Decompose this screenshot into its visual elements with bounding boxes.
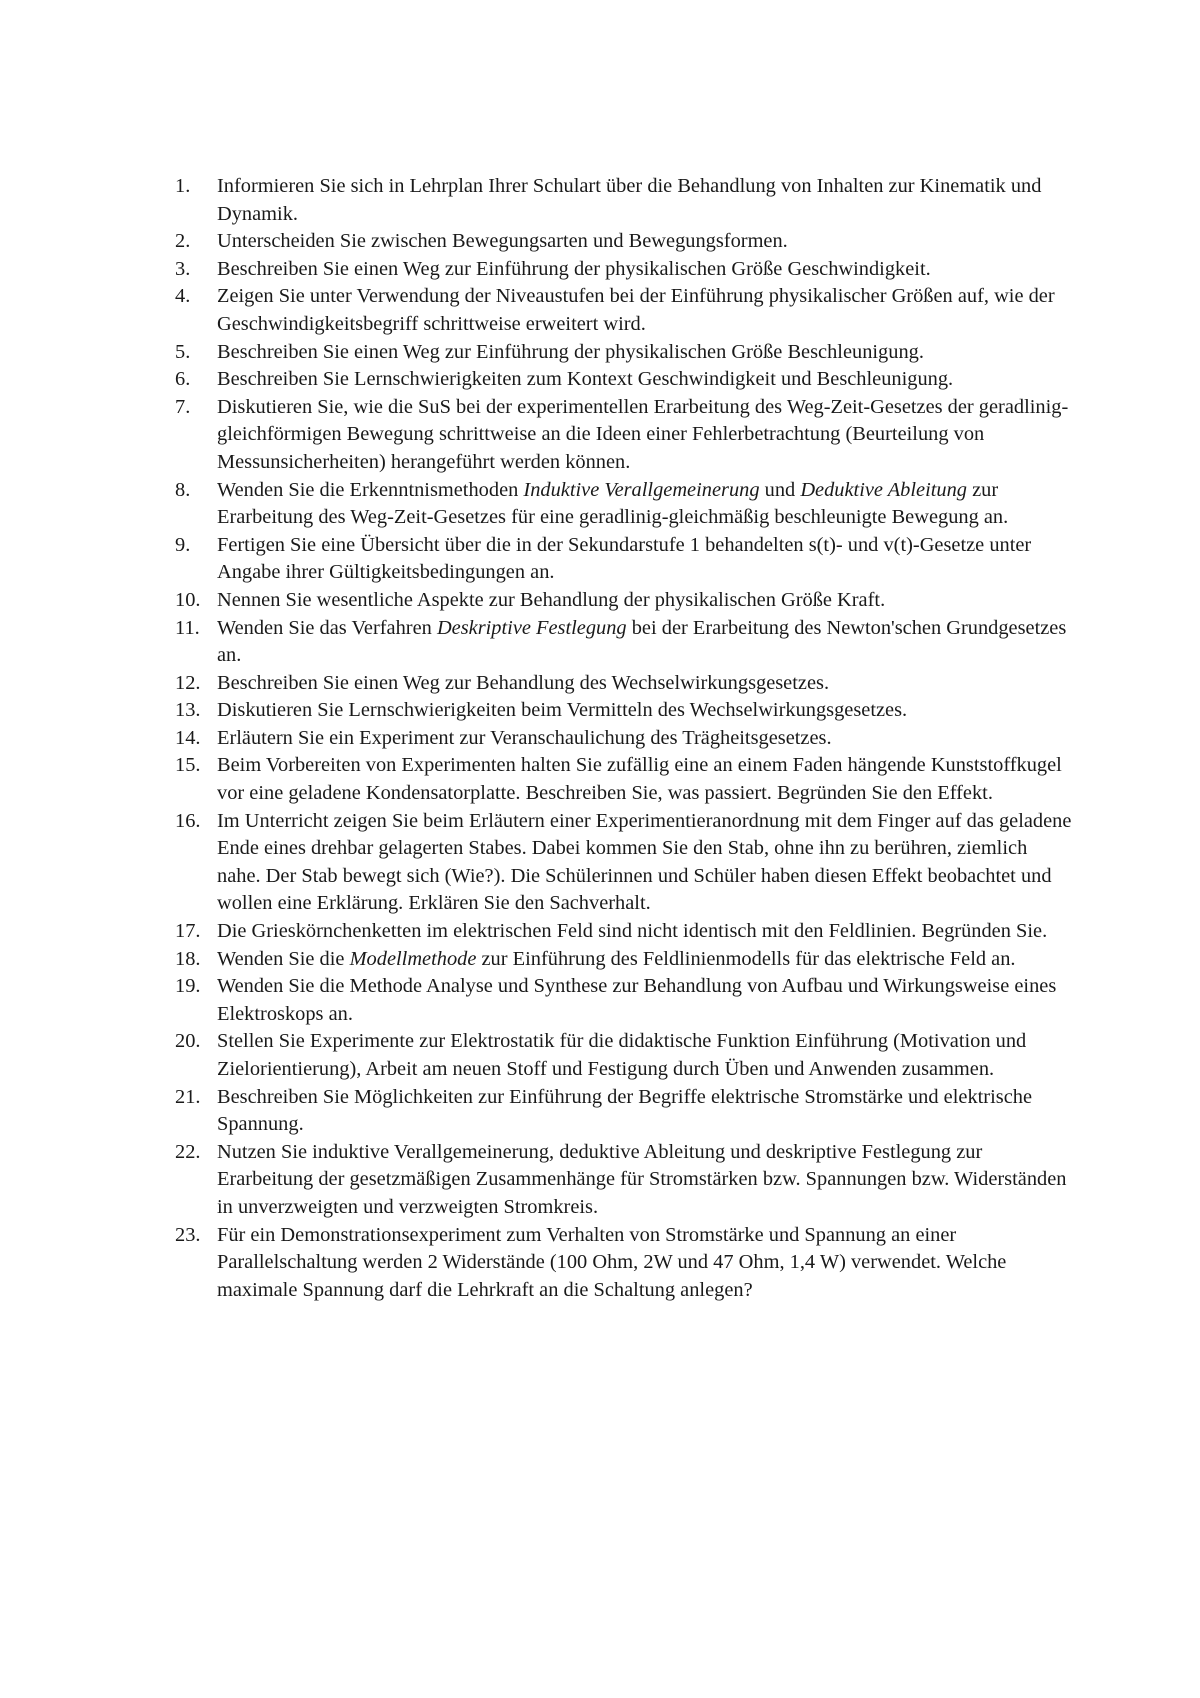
- question-text: [217, 394, 1075, 477]
- question-text-segment: Beim Vorbereiten von Experimenten halten Sie zufällig eine an einem Faden hängende Kunststoffkugel vor eine geladene Kondensatorplatte. Beschreiben Sie, was passiert. Begründen Sie den Effekt.: [217, 754, 1062, 805]
- question-number: 1.: [175, 175, 191, 197]
- question-number: 3.: [175, 257, 191, 280]
- question-number: 11.: [175, 616, 200, 639]
- question-number: 15.: [175, 754, 201, 777]
- question-text: [217, 697, 1075, 725]
- question-text-italic: Induktive Verallgemeinerung: [523, 478, 760, 501]
- question-text: [217, 228, 1075, 256]
- question-item: [175, 173, 1075, 228]
- question-number: 18.: [175, 947, 201, 970]
- question-text-segment: Im Unterricht zeigen Sie beim Erläutern einer Experimentieranordnung mit dem Finger auf das geladene Ende eines drehbar gelagerten Stabes. Dabei kommen Sie den Stab, ohne ihn zu berühren, ziemlich nahe. Der Stab bewegt sich (Wie?). Die Schülerinnen und Schüler haben diesen Effekt beobachtet und wollen eine Erklärung. Erklären Sie den Sachverhalt.: [217, 809, 1072, 915]
- question-text-segment: Beschreiben Sie einen Weg zur Einführung der physikalischen Größe Geschwindigkeit.: [217, 257, 931, 280]
- question-text-segment: und: [759, 478, 801, 501]
- question-number: 13.: [175, 699, 201, 722]
- question-number: 5.: [175, 340, 191, 363]
- question-number: 4.: [175, 285, 191, 308]
- question-item: [175, 228, 1075, 256]
- question-number: 9.: [175, 533, 191, 556]
- question-number: 12.: [175, 671, 201, 694]
- question-number: 19.: [175, 975, 201, 998]
- question-text-segment: Beschreiben Sie Lernschwierigkeiten zum Kontext Geschwindigkeit und Beschleunigung.: [217, 368, 954, 391]
- question-text-segment: zur Einführung des Feldlinienmodells für das elektrische Feld an.: [476, 947, 1016, 970]
- question-text-italic: Modellmethode: [349, 947, 477, 970]
- question-text-segment: zur Erarbeitung des Weg-Zeit-Gesetzes für eine geradlinig-gleichmäßig beschleunigte Bewegung an.: [217, 478, 1009, 529]
- question-text-segment: Nutzen Sie induktive Verallgemeinerung, deduktive Ableitung und deskriptive Festlegung zur Erarbeitung der gesetzmäßigen Zusammenhänge für Stromstärken bzw. Spannungen bzw. Widerständen in unverzweigten und verzweigten Stromkreis.: [217, 1140, 1067, 1218]
- question-item: [175, 1139, 1075, 1222]
- question-item: [175, 697, 1075, 725]
- question-number: 16.: [175, 809, 201, 832]
- question-number: 2.: [175, 230, 191, 253]
- question-text-segment: Diskutieren Sie Lernschwierigkeiten beim Vermitteln des Wechselwirkungsgesetzes.: [217, 699, 908, 722]
- question-text-segment: Diskutieren Sie, wie die SuS bei der experimentellen Erarbeitung des Weg-Zeit-Gesetzes der geradlinig-gleichförmigen Bewegung schrittweise an die Ideen einer Fehlerbetrachtung (Beurteilung von Messunsicherheiten) herangeführt werden können.: [217, 395, 1069, 473]
- question-text-italic: Deskriptive Festlegung: [436, 616, 627, 639]
- question-text-segment: Fertigen Sie eine Übersicht über die in der Sekundarstufe 1 behandelten s(t)- und v(t)-Gesetze unter Angabe ihrer Gültigkeitsbedingungen an.: [217, 533, 1032, 584]
- question-text: [217, 670, 1075, 698]
- question-item: [175, 808, 1075, 918]
- question-item: [175, 670, 1075, 698]
- question-item: [175, 973, 1075, 1028]
- question-text-segment: Wenden Sie die: [217, 947, 350, 970]
- question-item: [175, 1084, 1075, 1139]
- question-number: 6.: [175, 368, 191, 391]
- question-number: 7.: [175, 395, 191, 418]
- question-item: [175, 283, 1075, 338]
- question-item: [175, 752, 1075, 807]
- question-text: [217, 918, 1075, 946]
- question-item: [175, 394, 1075, 477]
- question-text: [217, 339, 1075, 367]
- question-text: [217, 1084, 1075, 1139]
- question-item: [175, 339, 1075, 367]
- question-text-segment: Wenden Sie die Erkenntnismethoden: [217, 478, 524, 501]
- question-text: [217, 173, 1075, 228]
- question-text: [217, 946, 1075, 974]
- question-text-segment: bei der Erarbeitung des Newton'schen Grundgesetzes an.: [217, 616, 1067, 667]
- question-number: 8.: [175, 478, 191, 501]
- question-number: 20.: [175, 1030, 201, 1053]
- question-item: [175, 477, 1075, 532]
- question-number: 14.: [175, 726, 201, 749]
- question-text-segment: Zeigen Sie unter Verwendung der Niveaustufen bei der Einführung physikalischer Größen auf, wie der Geschwindigkeitsbegriff schrittweise erweitert wird.: [217, 285, 1055, 335]
- question-text: [217, 973, 1075, 1028]
- question-text: [217, 256, 1075, 284]
- question-text: [217, 532, 1075, 587]
- question-item: [175, 366, 1075, 394]
- question-text-segment: Beschreiben Sie Möglichkeiten zur Einführung der Begriffe elektrische Stromstärke und elektrische Spannung.: [217, 1085, 1032, 1136]
- question-text-segment: Erläutern Sie ein Experiment zur Veranschaulichung des Trägheitsgesetzes.: [217, 726, 832, 749]
- question-item: [175, 1028, 1075, 1083]
- question-number: 17.: [175, 920, 201, 943]
- question-text-segment: Informieren Sie sich in Lehrplan Ihrer Schulart über die Behandlung von Inhalten zur Kinematik und Dynamik.: [217, 175, 1042, 225]
- question-item: [175, 256, 1075, 284]
- question-text-segment: Nennen Sie wesentliche Aspekte zur Behandlung der physikalischen Größe Kraft.: [217, 588, 886, 611]
- question-text-segment: Beschreiben Sie einen Weg zur Behandlung des Wechselwirkungsgesetzes.: [217, 671, 830, 694]
- question-text-italic: Deduktive Ableitung: [800, 478, 967, 501]
- question-text-segment: Wenden Sie die Methode Analyse und Synthese zur Behandlung von Aufbau und Wirkungsweise eines Elektroskops an.: [217, 975, 1057, 1025]
- question-text-segment: Wenden Sie das Verfahren: [217, 616, 437, 639]
- question-text: [217, 1222, 1075, 1305]
- question-text: [217, 1028, 1075, 1083]
- question-text: [217, 587, 1075, 615]
- question-text: [217, 366, 1075, 394]
- question-text-segment: Beschreiben Sie einen Weg zur Einführung der physikalischen Größe Beschleunigung.: [217, 340, 924, 363]
- question-text: [217, 725, 1075, 753]
- question-text: [217, 1139, 1075, 1222]
- question-text: [217, 752, 1075, 807]
- question-number: 10.: [175, 588, 201, 611]
- question-item: [175, 615, 1075, 670]
- question-text-segment: Die Grieskörnchenketten im elektrischen Feld sind nicht identisch mit den Feldlinien. Begründen Sie.: [217, 920, 1048, 943]
- question-number: 23.: [175, 1223, 201, 1246]
- question-item: [175, 1222, 1075, 1305]
- question-item: [175, 725, 1075, 753]
- question-text-segment: Stellen Sie Experimente zur Elektrostatik für die didaktische Funktion Einführung (Motivation und Zielorientierung), Arbeit am neuen Stoff und Festigung durch Üben und Anwenden zusammen.: [217, 1030, 1027, 1080]
- question-text: [217, 808, 1075, 918]
- question-number: 22.: [175, 1140, 201, 1163]
- question-list: [175, 173, 1075, 1304]
- question-text-segment: Für ein Demonstrationsexperiment zum Verhalten von Stromstärke und Spannung an einer Parallelschaltung werden 2 Widerstände (100 Ohm, 2W und 47 Ohm, 1,4 W) verwendet. Welche maximale Spannung darf die Lehrkraft an die Schaltung anlegen?: [217, 1223, 1007, 1301]
- question-text: [217, 283, 1075, 338]
- question-item: [175, 587, 1075, 615]
- question-number: 21.: [175, 1085, 201, 1108]
- question-item: [175, 918, 1075, 946]
- question-text: [217, 477, 1075, 532]
- question-item: [175, 946, 1075, 974]
- question-text-segment: Unterscheiden Sie zwischen Bewegungsarten und Bewegungsformen.: [217, 230, 788, 253]
- question-text: [217, 615, 1075, 670]
- question-item: [175, 532, 1075, 587]
